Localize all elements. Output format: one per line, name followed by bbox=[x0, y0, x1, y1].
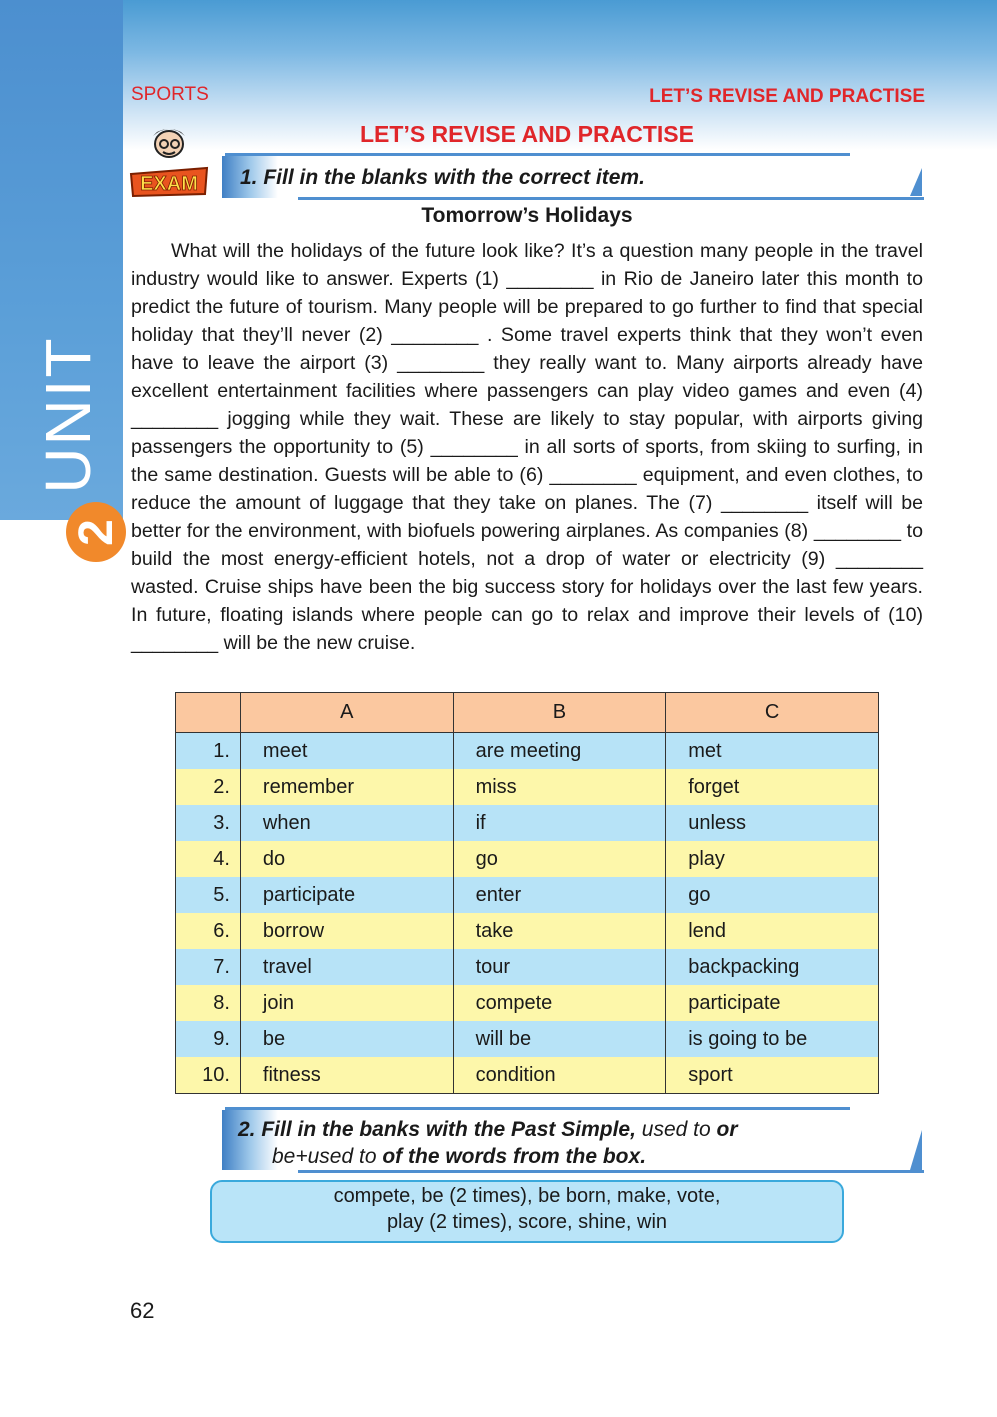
word-box bbox=[210, 1180, 844, 1243]
header-title: LET’S REVISE AND PRACTISE bbox=[649, 86, 925, 107]
option-b: if bbox=[453, 805, 666, 841]
row-number: 3. bbox=[176, 805, 241, 841]
option-b: take bbox=[453, 913, 666, 949]
unit-number: 2 bbox=[69, 518, 123, 546]
row-number: 6. bbox=[176, 913, 241, 949]
option-a: participate bbox=[240, 877, 453, 913]
story-title: Tomorrow’s Holidays bbox=[421, 204, 633, 227]
option-a: meet bbox=[240, 733, 453, 770]
task2-corner bbox=[910, 1130, 922, 1170]
table-header-cell: B bbox=[453, 693, 666, 733]
table-header-cell: A bbox=[240, 693, 453, 733]
word-box-line: compete, be (2 times), be born, make, vote, bbox=[333, 1185, 721, 1207]
option-a: be bbox=[240, 1021, 453, 1057]
option-a: do bbox=[240, 841, 453, 877]
option-b: compete bbox=[453, 985, 666, 1021]
table-row bbox=[176, 913, 879, 949]
table-row bbox=[176, 733, 879, 770]
option-c: met bbox=[666, 733, 879, 770]
task2-part4: be+used to bbox=[272, 1145, 377, 1168]
option-c: participate bbox=[666, 985, 879, 1021]
option-c: go bbox=[666, 877, 879, 913]
table-row bbox=[176, 1021, 879, 1057]
option-a: join bbox=[240, 985, 453, 1021]
exam-icon-text: EXAM bbox=[140, 173, 198, 195]
option-c: backpacking bbox=[666, 949, 879, 985]
task2-line-bottom bbox=[298, 1170, 924, 1173]
task1-corner bbox=[910, 168, 922, 196]
option-a: remember bbox=[240, 769, 453, 805]
row-number: 4. bbox=[176, 841, 241, 877]
exam-mascot-icon bbox=[129, 124, 209, 198]
option-b: condition bbox=[453, 1057, 666, 1094]
table-header-row bbox=[176, 693, 879, 733]
table-header-cell bbox=[176, 693, 241, 733]
option-b: miss bbox=[453, 769, 666, 805]
option-b: tour bbox=[453, 949, 666, 985]
task2-part3: or bbox=[716, 1118, 738, 1141]
option-a: when bbox=[240, 805, 453, 841]
option-c: is going to be bbox=[666, 1021, 879, 1057]
option-a: travel bbox=[240, 949, 453, 985]
option-a: fitness bbox=[240, 1057, 453, 1094]
table-row bbox=[176, 949, 879, 985]
answer-table bbox=[175, 692, 879, 1094]
word-box-line: play (2 times), score, shine, win bbox=[386, 1211, 668, 1233]
option-b: will be bbox=[453, 1021, 666, 1057]
option-c: forget bbox=[666, 769, 879, 805]
story-text: What will the holidays of the future look like? It’s a question many people in the travel industry would like to answer. Experts (1) ________ in Rio de Janeiro later this month to predict the future of tourism. Many people will be prepared to go further to find that special holiday that they’ll never (2) ________ . Some travel experts think that they won’t even have to leave the airport (3) ________ they really want to. Many airports already have excellent entertainment facilities where passengers can play video games and even (4) ________ jogging while they wait. These are likely to stay popular, with airports giving passengers the opportunity to (5) ________ in all sorts of sports, from skiing to surfing, in the same destination. Guests will be able to (6) ________ equipment, and even clothes, to reduce the amount of luggage that they take on planes. The (7) ________ itself will be better for the environment, with biofuels powering airplanes. As companies (8) ________ to build the most energy-efficient hotels, not a drop of water or electricity (9) ________ wasted. Cruise ships have been the big success story for holidays over the last few years. In future, floating islands where people can go to relax and improve their levels of (10) ________ will be the new cruise. bbox=[131, 240, 923, 654]
row-number: 8. bbox=[176, 985, 241, 1021]
row-number: 5. bbox=[176, 877, 241, 913]
row-number: 10. bbox=[176, 1057, 241, 1094]
table-row bbox=[176, 805, 879, 841]
option-b: go bbox=[453, 841, 666, 877]
row-number: 9. bbox=[176, 1021, 241, 1057]
option-c: sport bbox=[666, 1057, 879, 1094]
option-c: unless bbox=[666, 805, 879, 841]
unit-number-badge bbox=[66, 502, 126, 562]
option-a: borrow bbox=[240, 913, 453, 949]
table-row bbox=[176, 1057, 879, 1094]
table-row bbox=[176, 841, 879, 877]
table-row bbox=[176, 985, 879, 1021]
table-row bbox=[176, 769, 879, 805]
page-title: LET’S REVISE AND PRACTISE bbox=[360, 121, 694, 147]
section-name: SPORTS bbox=[131, 84, 209, 105]
option-c: play bbox=[666, 841, 879, 877]
row-number: 2. bbox=[176, 769, 241, 805]
task2-part1: 2. Fill in the banks with the Past Simple, bbox=[238, 1118, 636, 1141]
option-c: lend bbox=[666, 913, 879, 949]
task2-instruction bbox=[238, 1116, 738, 1170]
task2-part5: of the words from the box. bbox=[382, 1145, 647, 1168]
page-number: 62 bbox=[130, 1298, 155, 1323]
task1-line-bottom bbox=[298, 197, 924, 200]
unit-label: UNIT bbox=[32, 336, 104, 494]
option-b: are meeting bbox=[453, 733, 666, 770]
task1-instruction: 1. Fill in the blanks with the correct item. bbox=[240, 166, 645, 189]
row-number: 7. bbox=[176, 949, 241, 985]
option-b: enter bbox=[453, 877, 666, 913]
row-number: 1. bbox=[176, 733, 241, 770]
table-row bbox=[176, 877, 879, 913]
table-header-cell: C bbox=[666, 693, 879, 733]
task2-part2: used to bbox=[641, 1118, 711, 1141]
